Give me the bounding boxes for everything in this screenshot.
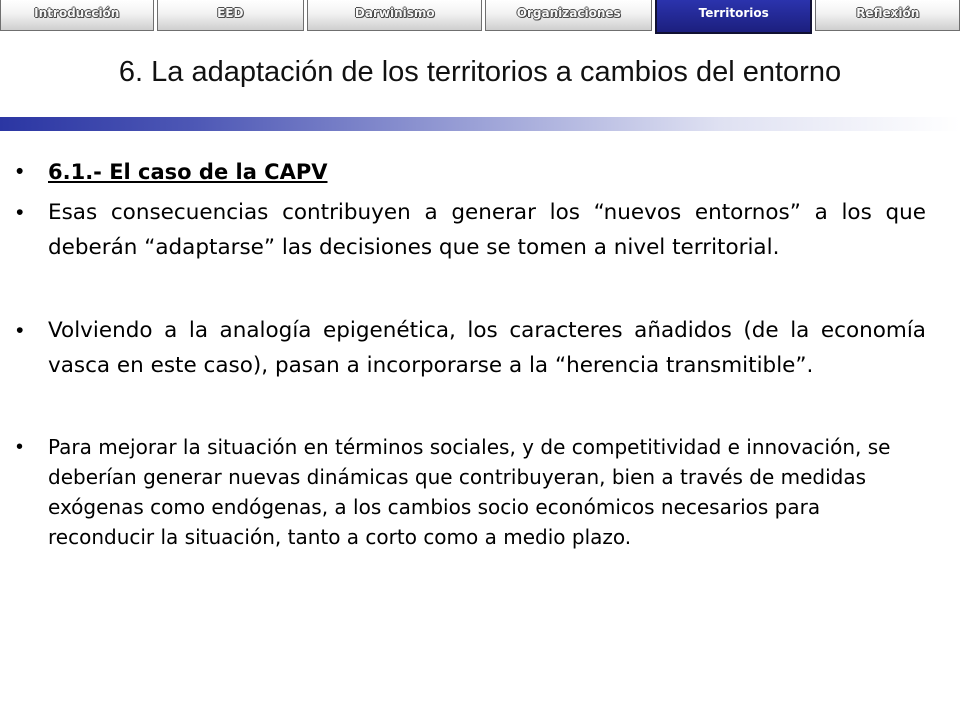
bullet-dot: •	[16, 436, 24, 458]
bullet-mejorar	[16, 432, 926, 552]
bullet-dot: •	[16, 318, 24, 342]
tab-darwinismo[interactable]: Darwinismo	[307, 0, 482, 31]
slide-title: 6. La adaptación de los territorios a cambios del entorno	[118, 56, 842, 88]
bullet-analogia	[16, 313, 926, 383]
tab-reflexion[interactable]: Reflexión	[815, 0, 960, 31]
bullet-text: Volviendo a la analogía epigenética, los caracteres añadidos (de la economía vasca en este caso), pasan a incorporarse a la “herencia transmitible”.	[48, 318, 926, 378]
bullet-text: Esas consecuencias contribuyen a generar los “nuevos entornos” a los que deberán “adaptarse” las decisiones que se tomen a nivel territorial.	[48, 200, 926, 260]
slide-content	[16, 155, 926, 552]
bullet-text: Para mejorar la situación en términos sociales, y de competitividad e innovación, se deberían generar nuevas dinámicas que contribuyeran, bien a través de medidas exógenas como endógenas, a los cambios socio económicos necesarios para reconducir la situación, tanto a corto como a medio plazo.	[48, 435, 891, 549]
bullet-consecuencias	[16, 195, 926, 265]
tab-organizaciones[interactable]: Organizaciones	[485, 0, 651, 31]
bullet-dot: •	[16, 160, 24, 183]
subheading-text: 6.1.- El caso de la CAPV	[48, 160, 328, 184]
title-gradient-bar	[0, 117, 960, 131]
bullet-dot: •	[16, 200, 24, 224]
bullet-subheading	[16, 155, 926, 189]
tab-eed[interactable]: EED	[157, 0, 305, 31]
tab-introduccion[interactable]: Introducción	[0, 0, 154, 31]
top-nav-bar	[0, 0, 960, 34]
tab-territorios[interactable]: Territorios	[655, 0, 813, 34]
